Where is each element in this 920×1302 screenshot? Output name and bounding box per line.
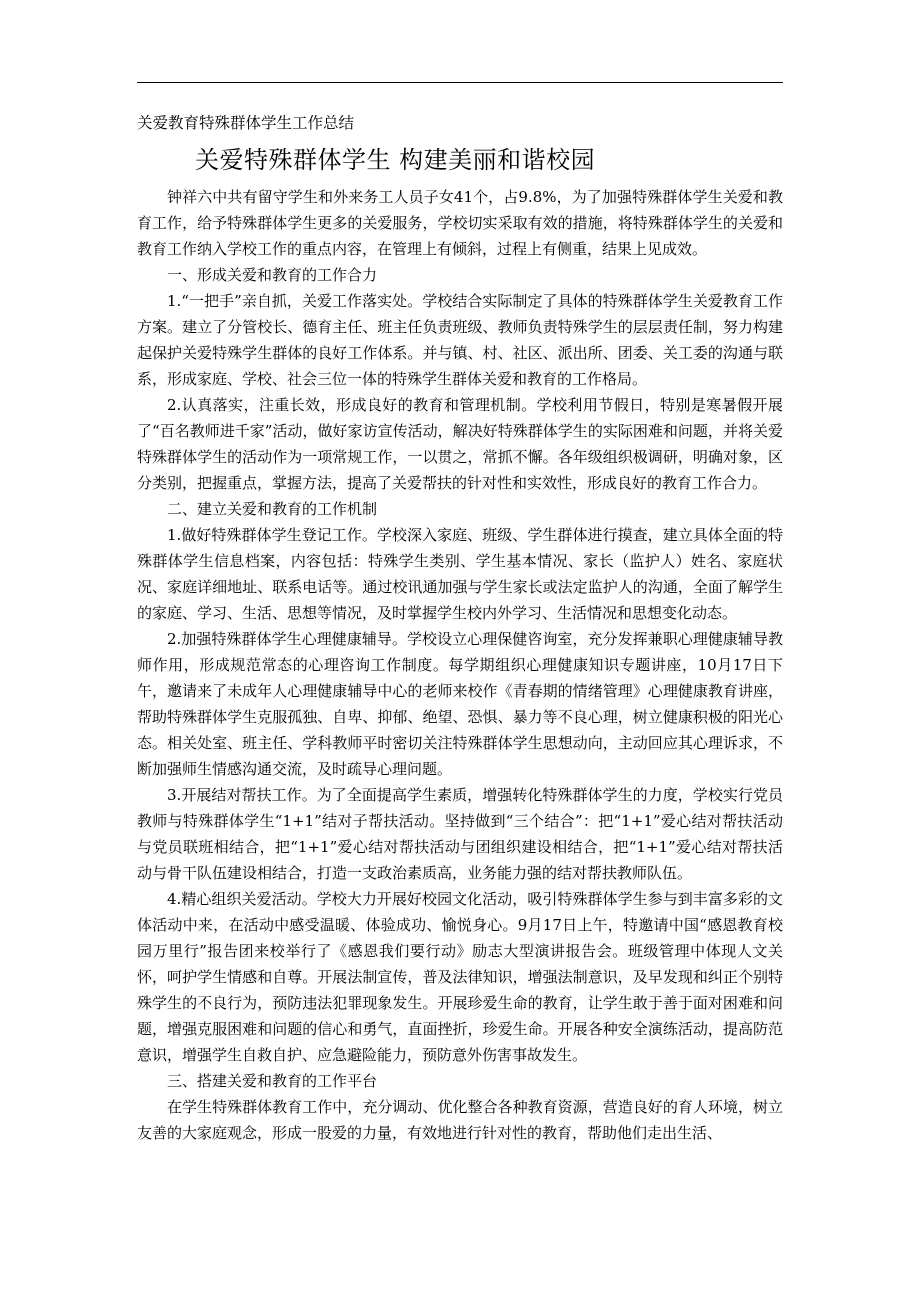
section-2-paragraph-4: 4.精心组织关爱活动。学校大力开展好校园文化活动，吸引特殊群体学生参与到丰富多彩的文体活动中来，在活动中感受温暖、体验成功、愉悦身心。9月17日上午，特邀请中国“感恩教育校园万里行”报告团来校举行了《感恩我们要行动》励志大型演讲报告会。班级管理中体现人文关怀，呵护学生情感和自尊。开展法制宣传，普及法律知识，增强法制意识，及早发现和纠正个别特殊学生的不良行为，预防违法犯罪现象发生。开展珍爱生命的教育，让学生敢于善于面对困难和问题，增强克服困难和问题的信心和勇气，直面挫折，珍爱生命。开展各种安全演练活动，提高防范意识，增强学生自救自护、应急避险能力，预防意外伤害事故发生。 [137, 890, 783, 1064]
section-heading-1: 一、形成关爱和教育的工作合力 [167, 266, 378, 284]
intro-paragraph: 钟祥六中共有留守学生和外来务工人员子女41个，占9.8%，为了加强特殊群体学生关爱和教育工作，给予特殊群体学生更多的关爱服务，学校切实采取有效的措施，将特殊群体学生的关爱和教育工作纳入学校工作的重点内容，在管理上有倾斜，过程上有侧重，结果上见成效。 [137, 188, 783, 258]
section-2-paragraph-1: 1.做好特殊群体学生登记工作。学校深入家庭、班级、学生群体进行摸查，建立具体全面的特殊群体学生信息档案，内容包括：特殊学生类别、学生基本情况、家长（监护人）姓名、家庭状况、家庭详细地址、联系电话等。通过校讯通加强与学生家长或法定监护人的沟通，全面了解学生的家庭、学习、生活、思想等情况，及时掌握学生校内外学习、生活情况和思想变化动态。 [137, 526, 783, 622]
section-3-paragraph-1: 在学生特殊群体教育工作中，充分调动、优化整合各种教育资源，营造良好的育人环境，树立友善的大家庭观念，形成一股爱的力量，有效地进行针对性的教育，帮助他们走出生活、 [137, 1098, 783, 1142]
document-body [137, 110, 783, 1146]
section-2-paragraph-2: 2.加强特殊群体学生心理健康辅导。学校设立心理保健咨询室，充分发挥兼职心理健康辅导教师作用，形成规范常态的心理咨询工作制度。每学期组织心理健康知识专题讲座，10月17日下午，邀请来了未成年人心理健康辅导中心的老师来校作《青春期的情绪管理》心理健康教育讲座，帮助特殊群体学生克服孤独、自卑、抑郁、绝望、恐惧、暴力等不良心理，树立健康积极的阳光心态。相关处室、班主任、学科教师平时密切关注特殊群体学生思想动向，主动回应其心理诉求，不断加强师生情感沟通交流，及时疏导心理问题。 [137, 630, 783, 778]
section-1-paragraph-1: 1.“一把手”亲自抓，关爱工作落实处。学校结合实际制定了具体的特殊群体学生关爱教育工作方案。建立了分管校长、德育主任、班主任负责班级、教师负责特殊学生的层层责任制，努力构建起保护关爱特殊学生群体的良好工作体系。并与镇、村、社区、派出所、团委、关工委的沟通与联系，形成家庭、学校、社会三位一体的特殊学生群体关爱和教育的工作格局。 [137, 292, 783, 388]
document-heading: 关爱教育特殊群体学生工作总结 [137, 114, 355, 132]
section-heading-3: 三、搭建关爱和教育的工作平台 [167, 1072, 378, 1090]
section-2-paragraph-3: 3.开展结对帮扶工作。为了全面提高学生素质，增强转化特殊群体学生的力度，学校实行党员教师与特殊群体学生“1+1”结对子帮扶活动。坚持做到“三个结合”：把“1+1”爱心结对帮扶活动与党员联班相结合，把“1+1”爱心结对帮扶活动与团组织建设相结合，把“1+1”爱心结对帮扶活动与骨干队伍建设相结合，打造一支政治素质高，业务能力强的结对帮扶教师队伍。 [137, 786, 783, 882]
section-1-paragraph-2: 2.认真落实，注重长效，形成良好的教育和管理机制。学校利用节假日，特别是寒暑假开展了“百名教师进千家”活动，做好家访宣传活动，解决好特殊群体学生的实际困难和问题，并将关爱特殊群体学生的活动作为一项常规工作，一以贯之，常抓不懈。各年级组织极调研，明确对象，区分类别，把握重点，掌握方法，提高了关爱帮扶的针对性和实效性，形成良好的教育工作合力。 [137, 396, 783, 492]
document-title: 关爱特殊群体学生 构建美丽和谐校园 [195, 146, 596, 174]
header-rule [137, 82, 783, 83]
section-heading-2: 二、建立关爱和教育的工作机制 [167, 500, 378, 518]
